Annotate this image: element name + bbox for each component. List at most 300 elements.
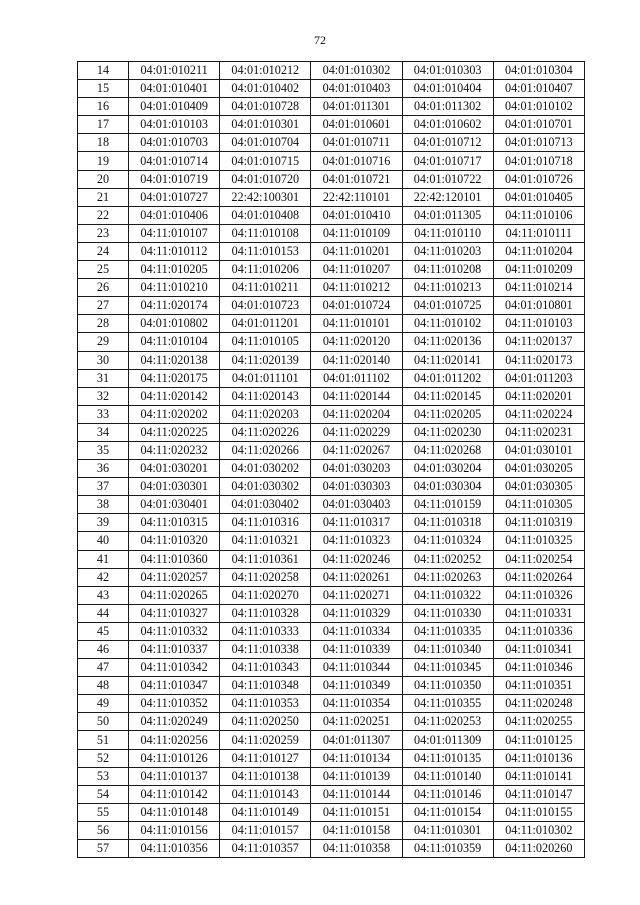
table-row xyxy=(78,351,585,369)
table-row xyxy=(78,514,585,532)
cadastral-number-cell: 04:11:020137 xyxy=(493,333,584,351)
cadastral-number-cell: 04:11:010214 xyxy=(493,279,584,297)
cadastral-number-cell: 04:11:020145 xyxy=(402,387,493,405)
cadastral-number-cell: 04:11:010111 xyxy=(493,224,584,242)
table-row xyxy=(78,80,585,98)
cadastral-number-cell: 04:01:010410 xyxy=(311,206,402,224)
cadastral-number-cell: 04:11:010336 xyxy=(493,622,584,640)
cadastral-number-cell: 04:11:010344 xyxy=(311,659,402,677)
cadastral-number-cell: 04:11:020260 xyxy=(493,840,584,858)
table-row xyxy=(78,170,585,188)
table-row xyxy=(78,98,585,116)
cadastral-number-cell: 04:01:010722 xyxy=(402,170,493,188)
cadastral-number-cell: 04:11:010106 xyxy=(493,206,584,224)
cadastral-number-cell: 04:11:010317 xyxy=(311,514,402,532)
cadastral-number-cell: 04:11:020143 xyxy=(220,387,311,405)
row-number-cell: 17 xyxy=(78,116,129,134)
table-row xyxy=(78,821,585,839)
cadastral-number-cell: 04:01:030303 xyxy=(311,478,402,496)
table-row xyxy=(78,387,585,405)
cadastral-number-cell: 04:11:020224 xyxy=(493,405,584,423)
cadastral-number-cell: 04:11:010342 xyxy=(129,659,220,677)
cadastral-number-cell: 04:11:020139 xyxy=(220,351,311,369)
cadastral-number-cell: 04:11:020246 xyxy=(311,550,402,568)
table-row xyxy=(78,840,585,858)
cadastral-number-cell: 04:11:010207 xyxy=(311,261,402,279)
cadastral-number-cell: 04:01:030305 xyxy=(493,478,584,496)
cadastral-number-cell: 04:11:010328 xyxy=(220,604,311,622)
cadastral-number-cell: 04:11:010110 xyxy=(402,224,493,242)
cadastral-number-cell: 04:01:011307 xyxy=(311,731,402,749)
cadastral-number-cell: 04:11:010144 xyxy=(311,785,402,803)
cadastral-number-cell: 04:01:011305 xyxy=(402,206,493,224)
cadastral-number-cell: 04:11:010348 xyxy=(220,677,311,695)
cadastral-number-cell: 04:01:030403 xyxy=(311,496,402,514)
cadastral-number-cell: 04:11:010151 xyxy=(311,803,402,821)
cadastral-number-cell: 04:11:010341 xyxy=(493,641,584,659)
cadastral-number-cell: 04:11:020204 xyxy=(311,405,402,423)
cadastral-number-cell: 04:01:030301 xyxy=(129,478,220,496)
cadastral-number-cell: 04:11:020268 xyxy=(402,441,493,459)
cadastral-number-cell: 04:11:010360 xyxy=(129,550,220,568)
cadastral-number-cell: 04:11:010137 xyxy=(129,767,220,785)
cadastral-number-cell: 04:11:010208 xyxy=(402,261,493,279)
table-row xyxy=(78,622,585,640)
cadastral-number-cell: 04:11:010358 xyxy=(311,840,402,858)
cadastral-number-cell: 04:01:010302 xyxy=(311,62,402,80)
table-row xyxy=(78,369,585,387)
cadastral-number-cell: 04:11:010332 xyxy=(129,622,220,640)
cadastral-number-cell: 04:11:020231 xyxy=(493,423,584,441)
cadastral-number-cell: 04:11:020229 xyxy=(311,423,402,441)
cadastral-number-cell: 04:11:010105 xyxy=(220,333,311,351)
cadastral-number-cell: 04:11:010149 xyxy=(220,803,311,821)
cadastral-number-cell: 04:01:010211 xyxy=(129,62,220,80)
cadastral-number-cell: 04:11:010155 xyxy=(493,803,584,821)
cadastral-number-cell: 04:01:030304 xyxy=(402,478,493,496)
cadastral-number-cell: 04:01:010304 xyxy=(493,62,584,80)
row-number-cell: 32 xyxy=(78,387,129,405)
row-number-cell: 56 xyxy=(78,821,129,839)
table-row xyxy=(78,677,585,695)
cadastral-number-cell: 04:01:010303 xyxy=(402,62,493,80)
cadastral-number-cell: 04:11:010136 xyxy=(493,749,584,767)
cadastral-number-cell: 04:11:020256 xyxy=(129,731,220,749)
cadastral-number-cell: 04:11:010125 xyxy=(493,731,584,749)
row-number-cell: 38 xyxy=(78,496,129,514)
cadastral-number-cell: 04:11:010102 xyxy=(402,315,493,333)
cadastral-number-cell: 04:11:010126 xyxy=(129,749,220,767)
cadastral-number-cell: 04:11:010147 xyxy=(493,785,584,803)
cadastral-number-cell: 04:11:010327 xyxy=(129,604,220,622)
cadastral-number-cell: 04:01:010102 xyxy=(493,98,584,116)
cadastral-table xyxy=(77,61,585,858)
row-number-cell: 16 xyxy=(78,98,129,116)
cadastral-number-cell: 04:11:010206 xyxy=(220,261,311,279)
table-row xyxy=(78,749,585,767)
cadastral-number-cell: 04:11:020120 xyxy=(311,333,402,351)
cadastral-number-cell: 04:11:010334 xyxy=(311,622,402,640)
table-row xyxy=(78,134,585,152)
row-number-cell: 34 xyxy=(78,423,129,441)
cadastral-number-cell: 04:11:010329 xyxy=(311,604,402,622)
cadastral-number-cell: 04:11:020261 xyxy=(311,568,402,586)
row-number-cell: 51 xyxy=(78,731,129,749)
cadastral-number-cell: 04:11:010142 xyxy=(129,785,220,803)
cadastral-number-cell: 04:01:010718 xyxy=(493,152,584,170)
cadastral-number-cell: 04:11:010321 xyxy=(220,532,311,550)
table-row xyxy=(78,62,585,80)
row-number-cell: 39 xyxy=(78,514,129,532)
cadastral-number-cell: 04:11:010103 xyxy=(493,315,584,333)
cadastral-number-cell: 04:11:010347 xyxy=(129,677,220,695)
cadastral-number-cell: 04:11:010333 xyxy=(220,622,311,640)
row-number-cell: 41 xyxy=(78,550,129,568)
cadastral-number-cell: 04:11:010326 xyxy=(493,586,584,604)
row-number-cell: 27 xyxy=(78,297,129,315)
row-number-cell: 42 xyxy=(78,568,129,586)
cadastral-number-cell: 04:11:020248 xyxy=(493,695,584,713)
cadastral-number-cell: 04:11:010112 xyxy=(129,242,220,260)
cadastral-number-cell: 04:11:010158 xyxy=(311,821,402,839)
cadastral-number-cell: 04:01:010802 xyxy=(129,315,220,333)
cadastral-number-cell: 04:01:030203 xyxy=(311,460,402,478)
cadastral-number-cell: 04:01:010407 xyxy=(493,80,584,98)
cadastral-number-cell: 04:11:020258 xyxy=(220,568,311,586)
row-number-cell: 43 xyxy=(78,586,129,604)
cadastral-number-cell: 04:01:030205 xyxy=(493,460,584,478)
cadastral-number-cell: 04:01:030401 xyxy=(129,496,220,514)
table-row xyxy=(78,152,585,170)
cadastral-number-cell: 04:11:010319 xyxy=(493,514,584,532)
cadastral-number-cell: 22:42:100301 xyxy=(220,188,311,206)
row-number-cell: 52 xyxy=(78,749,129,767)
cadastral-number-cell: 04:11:020254 xyxy=(493,550,584,568)
table-row xyxy=(78,713,585,731)
row-number-cell: 26 xyxy=(78,279,129,297)
cadastral-number-cell: 04:01:010723 xyxy=(220,297,311,315)
table-row xyxy=(78,803,585,821)
cadastral-number-cell: 04:11:020175 xyxy=(129,369,220,387)
cadastral-number-cell: 04:11:020255 xyxy=(493,713,584,731)
cadastral-number-cell: 04:01:010712 xyxy=(402,134,493,152)
cadastral-number-cell: 04:01:010212 xyxy=(220,62,311,80)
cadastral-number-cell: 04:11:010345 xyxy=(402,659,493,677)
table-body xyxy=(78,62,585,858)
table-row xyxy=(78,586,585,604)
cadastral-number-cell: 04:11:010211 xyxy=(220,279,311,297)
cadastral-number-cell: 04:11:020251 xyxy=(311,713,402,731)
cadastral-number-cell: 22:42:110101 xyxy=(311,188,402,206)
cadastral-number-cell: 04:11:010108 xyxy=(220,224,311,242)
cadastral-number-cell: 04:11:020266 xyxy=(220,441,311,459)
cadastral-number-cell: 04:11:020264 xyxy=(493,568,584,586)
cadastral-number-cell: 04:11:010337 xyxy=(129,641,220,659)
cadastral-number-cell: 04:11:010335 xyxy=(402,622,493,640)
cadastral-number-cell: 04:11:010154 xyxy=(402,803,493,821)
cadastral-number-cell: 04:11:010134 xyxy=(311,749,402,767)
table-row xyxy=(78,478,585,496)
cadastral-number-cell: 04:11:010320 xyxy=(129,532,220,550)
cadastral-number-cell: 04:01:011201 xyxy=(220,315,311,333)
cadastral-number-cell: 04:11:010340 xyxy=(402,641,493,659)
cadastral-number-cell: 04:11:010351 xyxy=(493,677,584,695)
cadastral-number-cell: 04:11:010349 xyxy=(311,677,402,695)
cadastral-number-cell: 04:11:010325 xyxy=(493,532,584,550)
cadastral-number-cell: 04:01:030202 xyxy=(220,460,311,478)
row-number-cell: 55 xyxy=(78,803,129,821)
cadastral-number-cell: 04:11:020140 xyxy=(311,351,402,369)
cadastral-number-cell: 04:11:010107 xyxy=(129,224,220,242)
cadastral-number-cell: 04:11:020259 xyxy=(220,731,311,749)
cadastral-number-cell: 04:11:010153 xyxy=(220,242,311,260)
cadastral-number-cell: 04:11:020202 xyxy=(129,405,220,423)
cadastral-number-cell: 04:01:010725 xyxy=(402,297,493,315)
table-row xyxy=(78,297,585,315)
cadastral-number-cell: 04:11:020253 xyxy=(402,713,493,731)
cadastral-number-cell: 04:11:010210 xyxy=(129,279,220,297)
cadastral-number-cell: 04:11:010355 xyxy=(402,695,493,713)
cadastral-number-cell: 04:11:020225 xyxy=(129,423,220,441)
cadastral-number-cell: 04:01:010409 xyxy=(129,98,220,116)
cadastral-number-cell: 04:11:010301 xyxy=(402,821,493,839)
cadastral-number-cell: 04:01:010727 xyxy=(129,188,220,206)
row-number-cell: 53 xyxy=(78,767,129,785)
table-row xyxy=(78,460,585,478)
table-row xyxy=(78,188,585,206)
cadastral-number-cell: 04:11:020205 xyxy=(402,405,493,423)
cadastral-number-cell: 04:01:010715 xyxy=(220,152,311,170)
cadastral-number-cell: 04:01:010406 xyxy=(129,206,220,224)
cadastral-number-cell: 04:01:011302 xyxy=(402,98,493,116)
row-number-cell: 57 xyxy=(78,840,129,858)
cadastral-number-cell: 04:01:010602 xyxy=(402,116,493,134)
cadastral-number-cell: 04:01:011202 xyxy=(402,369,493,387)
row-number-cell: 15 xyxy=(78,80,129,98)
cadastral-number-cell: 04:11:010148 xyxy=(129,803,220,821)
cadastral-number-cell: 04:11:020136 xyxy=(402,333,493,351)
cadastral-number-cell: 04:11:010353 xyxy=(220,695,311,713)
cadastral-number-cell: 04:11:010302 xyxy=(493,821,584,839)
cadastral-number-cell: 04:11:020142 xyxy=(129,387,220,405)
table-row xyxy=(78,550,585,568)
cadastral-number-cell: 04:11:010357 xyxy=(220,840,311,858)
cadastral-number-cell: 04:01:010801 xyxy=(493,297,584,315)
cadastral-number-cell: 04:11:010323 xyxy=(311,532,402,550)
cadastral-number-cell: 04:01:010711 xyxy=(311,134,402,152)
cadastral-number-cell: 04:01:010719 xyxy=(129,170,220,188)
table-row xyxy=(78,695,585,713)
cadastral-number-cell: 04:11:020226 xyxy=(220,423,311,441)
table-row xyxy=(78,767,585,785)
cadastral-number-cell: 04:11:010104 xyxy=(129,333,220,351)
row-number-cell: 49 xyxy=(78,695,129,713)
cadastral-number-cell: 04:01:010701 xyxy=(493,116,584,134)
table-row xyxy=(78,604,585,622)
cadastral-number-cell: 04:11:010339 xyxy=(311,641,402,659)
row-number-cell: 35 xyxy=(78,441,129,459)
cadastral-number-cell: 04:11:010343 xyxy=(220,659,311,677)
cadastral-number-cell: 04:11:010141 xyxy=(493,767,584,785)
cadastral-number-cell: 04:11:010338 xyxy=(220,641,311,659)
cadastral-number-cell: 04:11:010315 xyxy=(129,514,220,532)
row-number-cell: 54 xyxy=(78,785,129,803)
cadastral-number-cell: 04:11:010139 xyxy=(311,767,402,785)
cadastral-number-cell: 04:11:020201 xyxy=(493,387,584,405)
cadastral-number-cell: 04:01:010726 xyxy=(493,170,584,188)
cadastral-number-cell: 04:11:020230 xyxy=(402,423,493,441)
cadastral-number-cell: 04:11:010305 xyxy=(493,496,584,514)
cadastral-number-cell: 04:11:010331 xyxy=(493,604,584,622)
table-row xyxy=(78,785,585,803)
cadastral-number-cell: 04:01:010713 xyxy=(493,134,584,152)
cadastral-number-cell: 04:11:010156 xyxy=(129,821,220,839)
cadastral-number-cell: 04:11:020174 xyxy=(129,297,220,315)
cadastral-number-cell: 04:01:010716 xyxy=(311,152,402,170)
row-number-cell: 30 xyxy=(78,351,129,369)
cadastral-number-cell: 04:11:020263 xyxy=(402,568,493,586)
cadastral-number-cell: 04:11:020138 xyxy=(129,351,220,369)
cadastral-number-cell: 04:11:010356 xyxy=(129,840,220,858)
cadastral-number-cell: 04:01:030201 xyxy=(129,460,220,478)
table-row xyxy=(78,261,585,279)
cadastral-number-cell: 04:01:011301 xyxy=(311,98,402,116)
cadastral-number-cell: 04:11:010322 xyxy=(402,586,493,604)
table-row xyxy=(78,731,585,749)
cadastral-number-cell: 04:11:020141 xyxy=(402,351,493,369)
cadastral-number-cell: 04:11:010127 xyxy=(220,749,311,767)
cadastral-number-cell: 04:11:020267 xyxy=(311,441,402,459)
cadastral-number-cell: 04:11:020257 xyxy=(129,568,220,586)
cadastral-number-cell: 04:01:010405 xyxy=(493,188,584,206)
row-number-cell: 33 xyxy=(78,405,129,423)
row-number-cell: 14 xyxy=(78,62,129,80)
cadastral-number-cell: 04:01:010728 xyxy=(220,98,311,116)
cadastral-number-cell: 04:11:010138 xyxy=(220,767,311,785)
row-number-cell: 29 xyxy=(78,333,129,351)
table-row xyxy=(78,423,585,441)
table-row xyxy=(78,279,585,297)
row-number-cell: 48 xyxy=(78,677,129,695)
cadastral-number-cell: 04:01:010704 xyxy=(220,134,311,152)
cadastral-number-cell: 22:42:120101 xyxy=(402,188,493,206)
cadastral-number-cell: 04:11:020252 xyxy=(402,550,493,568)
cadastral-number-cell: 04:01:010401 xyxy=(129,80,220,98)
row-number-cell: 19 xyxy=(78,152,129,170)
cadastral-number-cell: 04:01:010403 xyxy=(311,80,402,98)
cadastral-number-cell: 04:01:010408 xyxy=(220,206,311,224)
cadastral-number-cell: 04:01:030402 xyxy=(220,496,311,514)
table-row xyxy=(78,405,585,423)
row-number-cell: 31 xyxy=(78,369,129,387)
row-number-cell: 21 xyxy=(78,188,129,206)
cadastral-number-cell: 04:01:011309 xyxy=(402,731,493,749)
cadastral-number-cell: 04:11:010330 xyxy=(402,604,493,622)
cadastral-number-cell: 04:11:010213 xyxy=(402,279,493,297)
cadastral-number-cell: 04:01:010724 xyxy=(311,297,402,315)
cadastral-number-cell: 04:01:011101 xyxy=(220,369,311,387)
cadastral-number-cell: 04:11:010209 xyxy=(493,261,584,279)
cadastral-number-cell: 04:11:010346 xyxy=(493,659,584,677)
cadastral-number-cell: 04:11:020249 xyxy=(129,713,220,731)
cadastral-number-cell: 04:11:020144 xyxy=(311,387,402,405)
row-number-cell: 47 xyxy=(78,659,129,677)
cadastral-number-cell: 04:11:020265 xyxy=(129,586,220,604)
cadastral-number-cell: 04:11:010201 xyxy=(311,242,402,260)
cadastral-number-cell: 04:11:010361 xyxy=(220,550,311,568)
cadastral-number-cell: 04:01:010721 xyxy=(311,170,402,188)
row-number-cell: 28 xyxy=(78,315,129,333)
cadastral-number-cell: 04:11:010359 xyxy=(402,840,493,858)
table-row xyxy=(78,224,585,242)
row-number-cell: 25 xyxy=(78,261,129,279)
cadastral-number-cell: 04:01:010402 xyxy=(220,80,311,98)
cadastral-number-cell: 04:11:020173 xyxy=(493,351,584,369)
table-row xyxy=(78,206,585,224)
cadastral-number-cell: 04:01:010720 xyxy=(220,170,311,188)
cadastral-number-cell: 04:01:030101 xyxy=(493,441,584,459)
cadastral-number-cell: 04:01:030302 xyxy=(220,478,311,496)
cadastral-number-cell: 04:11:020232 xyxy=(129,441,220,459)
cadastral-number-cell: 04:11:010143 xyxy=(220,785,311,803)
cadastral-number-cell: 04:11:010316 xyxy=(220,514,311,532)
cadastral-number-cell: 04:11:010212 xyxy=(311,279,402,297)
row-number-cell: 40 xyxy=(78,532,129,550)
cadastral-number-cell: 04:11:010204 xyxy=(493,242,584,260)
table-row xyxy=(78,242,585,260)
table-row xyxy=(78,568,585,586)
cadastral-number-cell: 04:11:010352 xyxy=(129,695,220,713)
cadastral-number-cell: 04:11:010159 xyxy=(402,496,493,514)
cadastral-number-cell: 04:01:010601 xyxy=(311,116,402,134)
row-number-cell: 18 xyxy=(78,134,129,152)
cadastral-number-cell: 04:11:010109 xyxy=(311,224,402,242)
cadastral-number-cell: 04:01:010404 xyxy=(402,80,493,98)
row-number-cell: 50 xyxy=(78,713,129,731)
cadastral-number-cell: 04:01:011102 xyxy=(311,369,402,387)
table-row xyxy=(78,441,585,459)
cadastral-number-cell: 04:01:030204 xyxy=(402,460,493,478)
cadastral-number-cell: 04:01:011203 xyxy=(493,369,584,387)
cadastral-number-cell: 04:11:010318 xyxy=(402,514,493,532)
cadastral-number-cell: 04:01:010714 xyxy=(129,152,220,170)
table-row xyxy=(78,659,585,677)
row-number-cell: 44 xyxy=(78,604,129,622)
row-number-cell: 23 xyxy=(78,224,129,242)
row-number-cell: 37 xyxy=(78,478,129,496)
cadastral-number-cell: 04:11:010101 xyxy=(311,315,402,333)
cadastral-number-cell: 04:11:010135 xyxy=(402,749,493,767)
row-number-cell: 22 xyxy=(78,206,129,224)
cadastral-number-cell: 04:11:010146 xyxy=(402,785,493,803)
cadastral-number-cell: 04:11:020271 xyxy=(311,586,402,604)
table-row xyxy=(78,333,585,351)
row-number-cell: 36 xyxy=(78,460,129,478)
cadastral-number-cell: 04:11:010140 xyxy=(402,767,493,785)
page-number: 72 xyxy=(314,33,326,47)
row-number-cell: 45 xyxy=(78,622,129,640)
cadastral-number-cell: 04:11:020250 xyxy=(220,713,311,731)
table-row xyxy=(78,641,585,659)
cadastral-number-cell: 04:11:010354 xyxy=(311,695,402,713)
cadastral-number-cell: 04:11:010350 xyxy=(402,677,493,695)
row-number-cell: 24 xyxy=(78,242,129,260)
cadastral-number-cell: 04:01:010717 xyxy=(402,152,493,170)
cadastral-number-cell: 04:11:010203 xyxy=(402,242,493,260)
cadastral-number-cell: 04:11:020270 xyxy=(220,586,311,604)
cadastral-number-cell: 04:01:010103 xyxy=(129,116,220,134)
cadastral-number-cell: 04:01:010301 xyxy=(220,116,311,134)
